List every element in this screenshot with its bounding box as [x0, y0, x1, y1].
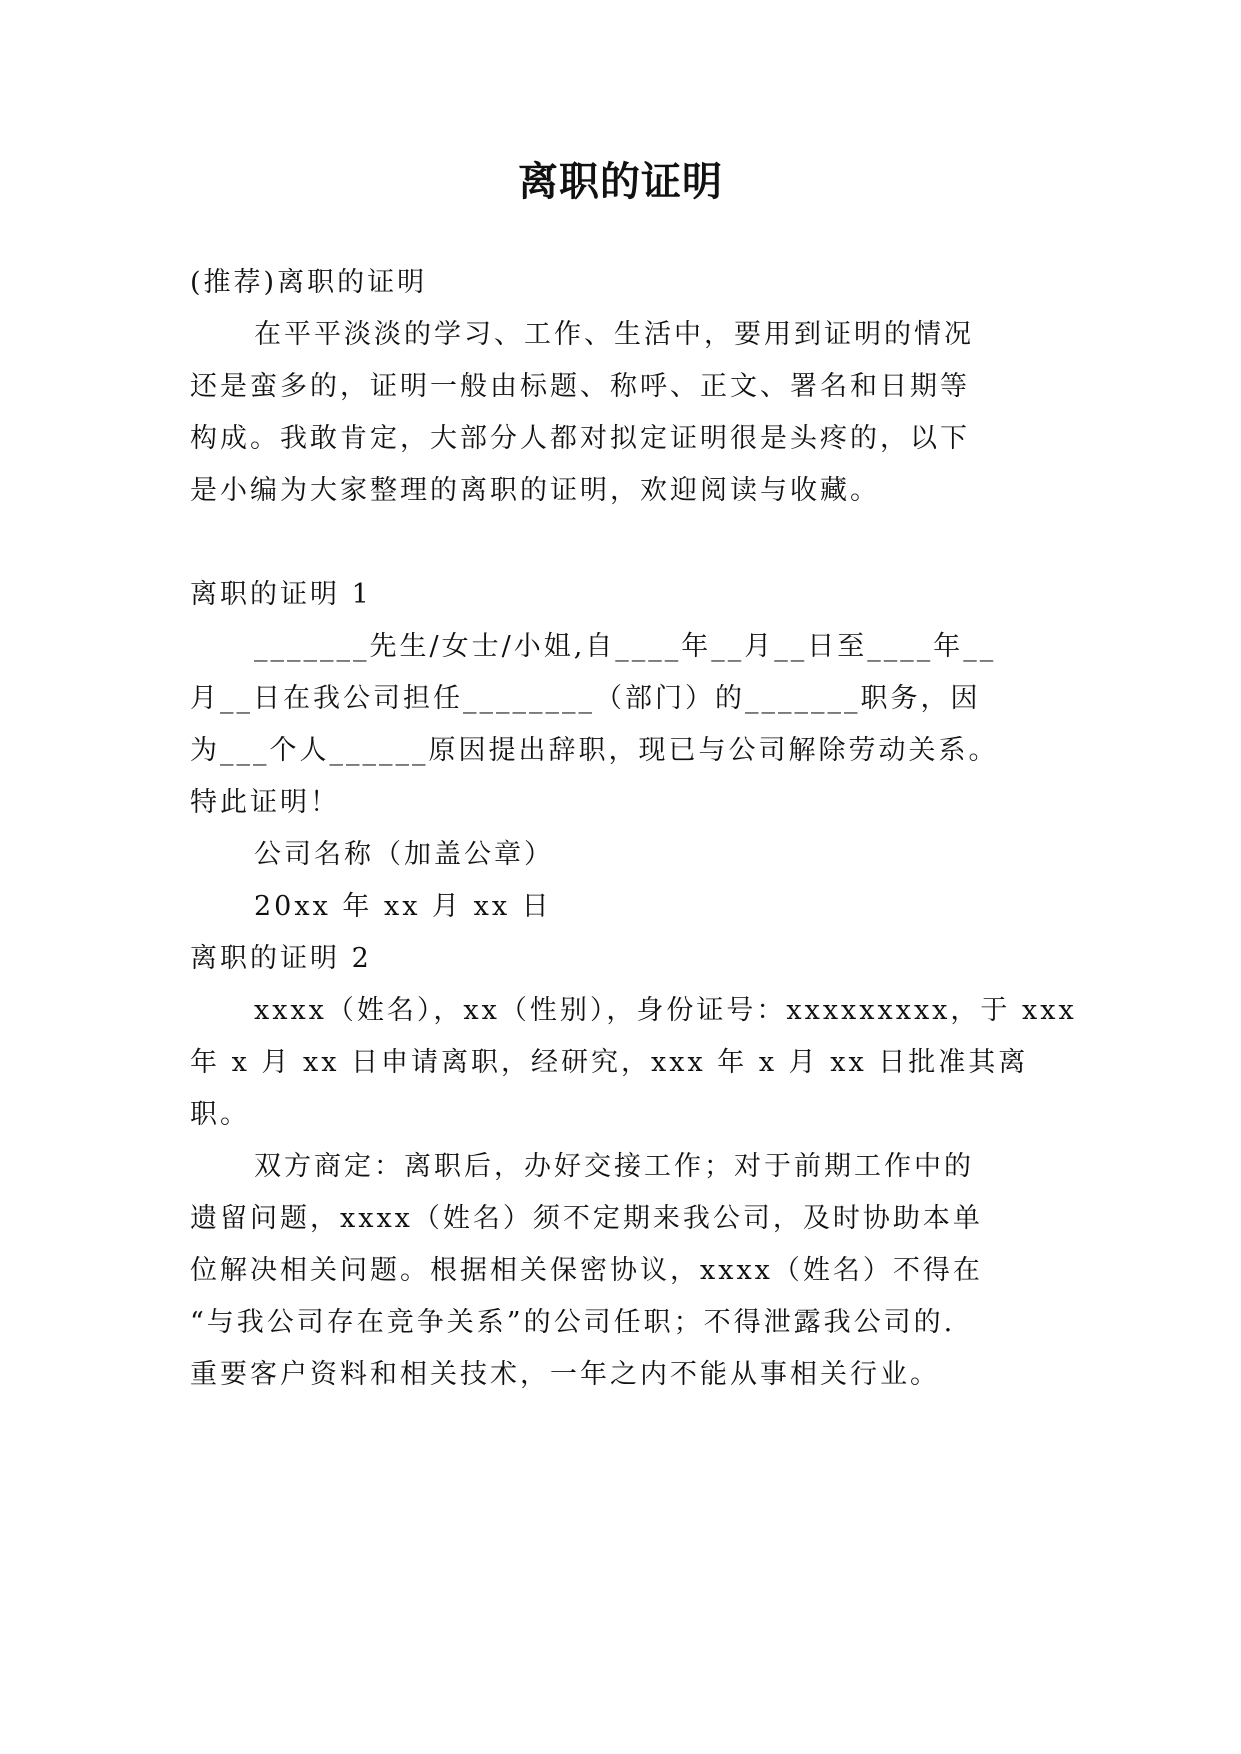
certificate-2-line: 职。	[190, 1099, 250, 1130]
agreement-paragraph-line: 重要客户资料和相关技术，一年之内不能从事相关行业。	[190, 1359, 940, 1390]
certificate-date: 20xx 年 xx 月 xx 日	[254, 891, 552, 922]
intro-paragraph-line: 是小编为大家整理的离职的证明，欢迎阅读与收藏。	[190, 475, 880, 506]
agreement-paragraph-line: 位解决相关问题。根据相关保密协议，xxxx（姓名）不得在	[190, 1255, 983, 1286]
document-title: 离职的证明	[518, 159, 723, 205]
company-signature: 公司名称（加盖公章）	[254, 839, 554, 870]
intro-paragraph-line: 在平平淡淡的学习、工作、生活中，要用到证明的情况	[254, 319, 974, 350]
agreement-paragraph-line: 双方商定：离职后，办好交接工作；对于前期工作中的	[254, 1151, 974, 1182]
agreement-paragraph-line: “与我公司存在竞争关系”的公司任职；不得泄露我公司的.	[190, 1307, 956, 1338]
certificate-2-line: xxxx（姓名），xx（性别），身份证号：xxxxxxxxx，于 xxx	[254, 995, 1077, 1026]
section-heading-1: 离职的证明 1	[190, 579, 372, 610]
certificate-1-line: 特此证明！	[190, 787, 340, 818]
certificate-1-line: _______先生/女士/小姐,自____年__月__日至____年__	[254, 631, 997, 662]
recommend-heading: (推荐)离职的证明	[190, 267, 428, 298]
certificate-1-line: 月__日在我公司担任________（部门）的_______职务，因	[190, 683, 981, 714]
certificate-1-line: 为___个人______原因提出辞职，现已与公司解除劳动关系。	[190, 735, 999, 766]
intro-paragraph-line: 还是蛮多的，证明一般由标题、称呼、正文、署名和日期等	[190, 371, 970, 402]
certificate-2-line: 年 x 月 xx 日申请离职，经研究，xxx 年 x 月 xx 日批准其离	[190, 1047, 1029, 1078]
intro-paragraph-line: 构成。我敢肯定，大部分人都对拟定证明很是头疼的，以下	[190, 423, 970, 454]
section-heading-2: 离职的证明 2	[190, 943, 372, 974]
agreement-paragraph-line: 遗留问题，xxxx（姓名）须不定期来我公司，及时协助本单	[190, 1203, 983, 1234]
